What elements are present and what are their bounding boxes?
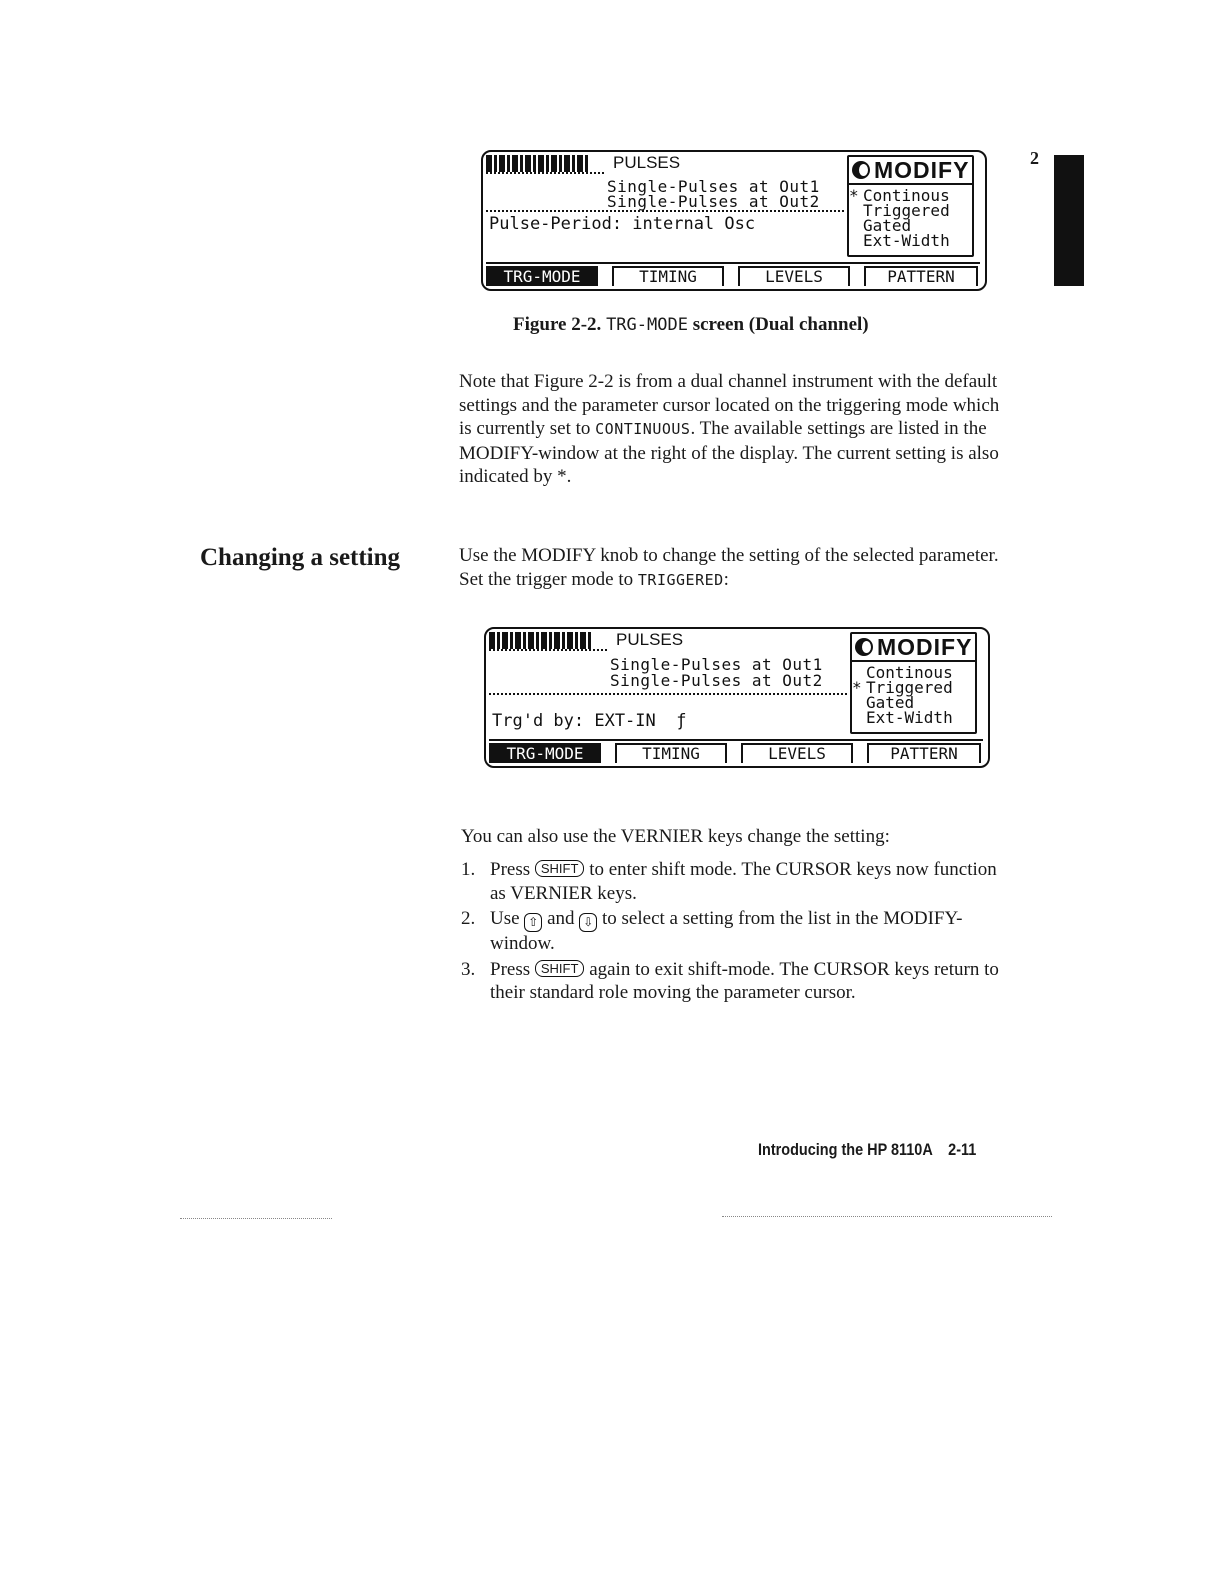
lcd-header-pattern <box>486 155 589 172</box>
modify-window <box>847 155 974 257</box>
caption-suffix: screen (Dual channel) <box>692 314 869 335</box>
modify-label: MODIFY <box>877 633 973 660</box>
lcd-menu-title: PULSES <box>616 630 684 649</box>
intro-paragraph: Note that Figure 2-2 is from a dual channel instrument with the default settings and the parameter cursor located on the triggering mode which is currently set to CONTINUOUS. The available settings are listed in the MODIFY-window at the right of the display. The current setting is also indicated by *. <box>459 371 1000 487</box>
lcd-parameter-line: Pulse-Period: internal Osc <box>489 214 756 234</box>
softkey-pattern: PATTERN <box>864 266 978 286</box>
up-arrow-key-icon: ⇧ <box>524 913 542 932</box>
modify-option-triggered: Triggered <box>863 201 950 220</box>
page-number: 2-11 <box>948 1140 977 1159</box>
softkey-levels: LEVELS <box>741 743 853 763</box>
lcd-menu-title: PULSES <box>613 153 681 172</box>
chapter-tab-bar <box>1054 155 1084 286</box>
step-1: 1. Press SHIFT to enter shift mode. The CURSOR keys now function as VERNIER keys. <box>461 859 997 904</box>
figure-caption <box>513 314 869 336</box>
section-heading: Changing a setting <box>200 544 401 571</box>
lcd-output-line-2: Single-Pulses at Out2 <box>610 671 823 690</box>
modify-option-continous: * Continous <box>849 186 950 205</box>
lcd-screen-figure-2 <box>484 627 990 768</box>
page-footer <box>758 1140 976 1160</box>
modify-option-triggered: * Triggered <box>852 678 953 697</box>
softkey-pattern: PATTERN <box>867 743 981 763</box>
modify-window <box>850 632 977 734</box>
softkey-timing: TIMING <box>615 743 727 763</box>
knob-icon <box>852 161 870 179</box>
lcd-output-line-1: Single-Pulses at Out1 <box>610 655 823 674</box>
steps-list <box>461 858 1006 1007</box>
lcd-screen-figure-1 <box>481 150 987 291</box>
dotted-divider <box>486 172 604 174</box>
step-3: 3. Press SHIFT again to exit shift-mode. The CURSOR keys return to their standard role moving the parameter cursor. <box>461 958 999 1003</box>
lcd-header-pattern <box>489 632 592 649</box>
dotted-divider <box>486 210 844 212</box>
modify-label: MODIFY <box>874 156 970 183</box>
lcd-output-line-1: Single-Pulses at Out1 <box>607 177 820 196</box>
down-arrow-key-icon: ⇩ <box>579 913 597 932</box>
modify-option-continous: Continous <box>866 663 953 682</box>
modify-option-gated: Gated <box>863 216 912 235</box>
lcd-parameter-line: Trg'd by: EXT-IN ƒ <box>492 711 687 731</box>
modify-option-ext-width: Ext-Width <box>863 231 950 250</box>
caption-prefix: Figure 2-2. <box>513 314 602 335</box>
softkey-row <box>486 262 980 286</box>
modify-option-ext-width: Ext-Width <box>866 708 953 727</box>
footer-rule-left <box>180 1218 332 1219</box>
knob-icon <box>855 638 873 656</box>
footer-rule-right <box>722 1216 1052 1217</box>
softkey-row <box>489 739 983 763</box>
caption-mono: TRG-MODE <box>606 315 688 335</box>
chapter-number: 2 <box>1030 148 1039 168</box>
softkey-timing: TIMING <box>612 266 724 286</box>
footer-title: Introducing the HP 8110A <box>758 1140 933 1159</box>
code-continuous: CONTINUOUS <box>595 420 691 438</box>
dotted-divider <box>489 649 607 651</box>
modify-title <box>852 634 975 662</box>
modify-title <box>849 157 972 185</box>
step-2: 2. Use ⇧ and ⇩ to select a setting from the list in the MODIFY-window. <box>461 908 963 954</box>
dotted-divider <box>489 693 847 695</box>
section-paragraph: Use the MODIFY knob to change the setting of the selected parameter. Set the trigger mode to TRIGGERED: <box>459 545 999 590</box>
modify-option-gated: Gated <box>866 693 915 712</box>
vernier-intro: You can also use the VERNIER keys change the setting: <box>461 826 890 847</box>
code-triggered: TRIGGERED <box>637 570 724 589</box>
shift-key-icon: SHIFT <box>535 960 585 977</box>
softkey-levels: LEVELS <box>738 266 850 286</box>
lcd-output-line-2: Single-Pulses at Out2 <box>607 192 820 211</box>
softkey-trg-mode: TRG-MODE <box>486 266 598 286</box>
shift-key-icon: SHIFT <box>535 860 585 877</box>
softkey-trg-mode: TRG-MODE <box>489 743 601 763</box>
